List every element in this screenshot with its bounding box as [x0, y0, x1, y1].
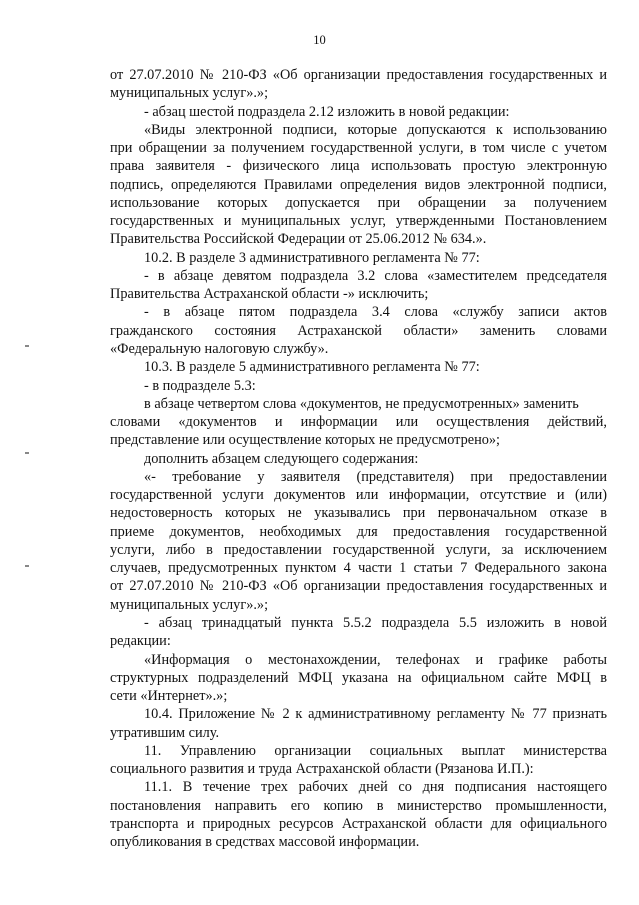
- text-line: случаев, предусмотренных пунктом 4 части 1 статьи 7 Федерального закона: [110, 560, 607, 577]
- text-line: - в абзаце девятом подраздела 3.2 слова «заместителем председателя: [144, 267, 607, 284]
- text-line: транспорта и природных ресурсов Астраханской области для официального: [110, 815, 607, 832]
- text-line: приеме документов, необходимых для предоставления государственной: [110, 523, 607, 540]
- text-line: «Федеральную налоговую службу».: [110, 340, 329, 357]
- text-line: муниципальных услуг».»;: [110, 85, 269, 102]
- text-line: использование которых допускается при обращении за получением: [110, 194, 607, 211]
- page-number: 10: [313, 33, 326, 47]
- text-line: словами «документов и информации или осуществления действий,: [110, 414, 607, 431]
- text-line: услуги, либо в предоставлении государственной услуги, за исключением: [110, 541, 607, 558]
- text-line: постановления направить его копию в министерство промышленности,: [110, 797, 607, 814]
- text-line: «Виды электронной подписи, которые допускаются к использованию: [144, 121, 607, 138]
- text-line: сети «Интернет».»;: [110, 688, 228, 705]
- scan-margin-mark: [25, 452, 29, 454]
- text-line: государственных и муниципальных услуг, утвержденными Постановлением: [110, 213, 607, 230]
- text-line: представление или осуществление которых не предусмотрено»;: [110, 432, 501, 449]
- text-line: - абзац шестой подраздела 2.12 изложить в новой редакции:: [144, 103, 510, 120]
- text-line: подпись, определяются Правилами определения видов электронной подписи,: [110, 176, 607, 193]
- document-body: [110, 66, 607, 851]
- text-line: права заявителя - физического лица использовать простую электронную: [110, 158, 607, 175]
- text-line: недостоверность которых не указывались при первоначальном отказе в: [110, 505, 607, 522]
- text-line: 10.2. В разделе 3 административного регламента № 77:: [144, 249, 480, 266]
- text-line: структурных подразделений МФЦ указана на официальном сайте МФЦ в: [110, 669, 607, 686]
- text-line: опубликования в средствах массовой информации.: [110, 834, 420, 851]
- text-line: гражданского состояния Астраханской области» заменить словами: [110, 322, 607, 339]
- text-line: - в абзаце пятом подраздела 3.4 слова «службу записи актов: [144, 304, 607, 321]
- text-line: Правительства Астраханской области -» исключить;: [110, 286, 429, 303]
- text-line: Правительства Российской Федерации от 25.06.2012 № 634.».: [110, 231, 487, 248]
- text-line: 11.1. В течение трех рабочих дней со дня подписания настоящего: [144, 779, 607, 796]
- scan-margin-mark: [25, 565, 29, 567]
- text-line: 11. Управлению организации социальных выплат министерства: [144, 742, 607, 759]
- text-line: 10.4. Приложение № 2 к административному регламенту № 77 признать: [144, 706, 607, 723]
- text-line: государственной услуги документов или информации, отсутствие и (или): [110, 487, 607, 504]
- text-line: - в подразделе 5.3:: [144, 377, 256, 394]
- text-line: в абзаце четвертом слова «документов, не предусмотренных» заменить: [144, 395, 579, 412]
- text-line: дополнить абзацем следующего содержания:: [144, 450, 419, 467]
- text-line: 10.3. В разделе 5 административного регламента № 77:: [144, 359, 480, 376]
- text-line: - абзац тринадцатый пункта 5.5.2 подраздела 5.5 изложить в новой: [144, 614, 607, 631]
- text-line: социального развития и труда Астраханской области (Рязанова И.П.):: [110, 761, 534, 778]
- text-line: «Информация о местонахождении, телефонах и графике работы: [144, 651, 607, 668]
- text-line: утратившим силу.: [110, 724, 220, 741]
- text-line: муниципальных услуг».»;: [110, 596, 269, 613]
- text-line: от 27.07.2010 № 210-ФЗ «Об организации предоставления государственных и: [110, 578, 607, 595]
- text-line: редакции:: [110, 633, 171, 650]
- text-line: от 27.07.2010 № 210-ФЗ «Об организации предоставления государственных и: [110, 67, 607, 83]
- text-line: «- требование у заявителя (представителя) при предоставлении: [144, 468, 607, 485]
- scan-margin-mark: [25, 345, 29, 347]
- text-line: при обращении за получением государственной услуги, в том числе с учетом: [110, 140, 607, 157]
